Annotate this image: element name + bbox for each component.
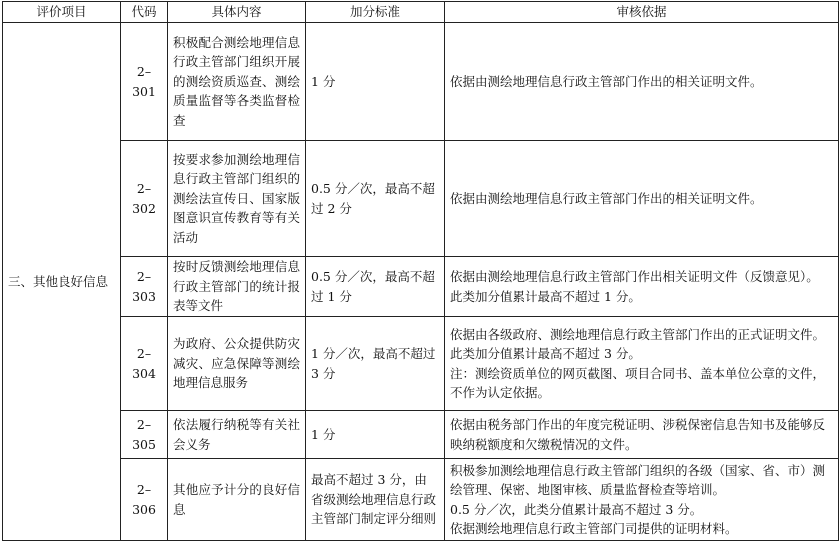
- content-cell: 积极配合测绘地理信息行政主管部门组织开展的测绘资质巡查、测绘质量监督等各类监督检查: [168, 23, 306, 141]
- header-review-basis: 审核依据: [445, 2, 839, 23]
- category-cell: 三、其他良好信息: [3, 23, 121, 541]
- basis-cell: [445, 23, 839, 141]
- standard-cell: 0.5 分／次，最高不超过 1 分: [306, 257, 445, 317]
- table-row: [3, 317, 839, 411]
- header-bonus-standard: 加分标准: [306, 2, 445, 23]
- standard-cell: 1 分: [306, 23, 445, 141]
- code-cell: 2–305: [121, 411, 168, 459]
- table-row: [3, 141, 839, 257]
- table-row: [3, 459, 839, 541]
- standard-cell: 最高不超过 3 分，由省级测绘地理信息行政主管部门制定评分细则: [306, 459, 445, 541]
- header-row: [3, 2, 839, 23]
- table-row: [3, 411, 839, 459]
- standard-cell: 1 分／次，最高不超过 3 分: [306, 317, 445, 411]
- basis-line: 依据由税务部门作出的年度完税证明、涉税保密信息告知书及能够反映纳税额度和欠缴税情况的文件。: [450, 417, 826, 452]
- code-cell: 2–304: [121, 317, 168, 411]
- code-cell: 2–306: [121, 459, 168, 541]
- table-row: [3, 23, 839, 141]
- basis-cell: [445, 317, 839, 411]
- basis-cell: [445, 459, 839, 541]
- basis-cell: [445, 257, 839, 317]
- basis-cell: [445, 411, 839, 459]
- code-cell: 2–303: [121, 257, 168, 317]
- basis-line: 依据由各级政府、测绘地理信息行政主管部门作出的正式证明文件。: [450, 326, 826, 342]
- basis-line: 依据由测绘地理信息行政主管部门作出的相关证明文件。: [450, 73, 763, 89]
- basis-line: 积极参加测绘地理信息行政主管部门组织的各级（国家、省、市）测绘管理、保密、地图审核、质量监督检查等培训。: [450, 462, 826, 497]
- evaluation-table: [2, 1, 839, 541]
- header-content: 具体内容: [168, 2, 306, 23]
- header-evaluation-item: 评价项目: [3, 2, 121, 23]
- code-cell: 2–302: [121, 141, 168, 257]
- content-cell: 按要求参加测绘地理信息行政主管部门组织的测绘法宣传日、国家版图意识宣传教育等有关活动: [168, 141, 306, 257]
- basis-cell: [445, 141, 839, 257]
- content-cell: 依法履行纳税等有关社会义务: [168, 411, 306, 459]
- content-cell: 按时反馈测绘地理信息行政主管部门的统计报表等文件: [168, 257, 306, 317]
- code-cell: 2–301: [121, 23, 168, 141]
- content-cell: 其他应予计分的良好信息: [168, 459, 306, 541]
- content-cell: 为政府、公众提供防灾减灾、应急保障等测绘地理信息服务: [168, 317, 306, 411]
- basis-line: 0.5 分／次，此类分值累计最高不超过 3 分。: [450, 501, 703, 517]
- basis-line: 依据测绘地理信息行政主管部门司提供的证明材料。: [450, 521, 738, 536]
- basis-line: 依据由测绘地理信息行政主管部门作出的相关证明文件。: [450, 190, 763, 206]
- standard-cell: 1 分: [306, 411, 445, 459]
- basis-line: 此类加分值累计最高不超过 3 分。: [450, 346, 641, 361]
- basis-line: 依据由测绘地理信息行政主管部门作出相关证明文件（反馈意见）。: [450, 269, 819, 284]
- standard-cell: 0.5 分／次，最高不超过 2 分: [306, 141, 445, 257]
- basis-line: 此类加分值累计最高不超过 1 分。: [450, 288, 641, 304]
- table-row: [3, 257, 839, 317]
- basis-line: 注：测绘资质单位的网页截图、项目合同书、盖本单位公章的文件，不作为认定依据。: [450, 365, 826, 400]
- header-code: 代码: [121, 2, 168, 23]
